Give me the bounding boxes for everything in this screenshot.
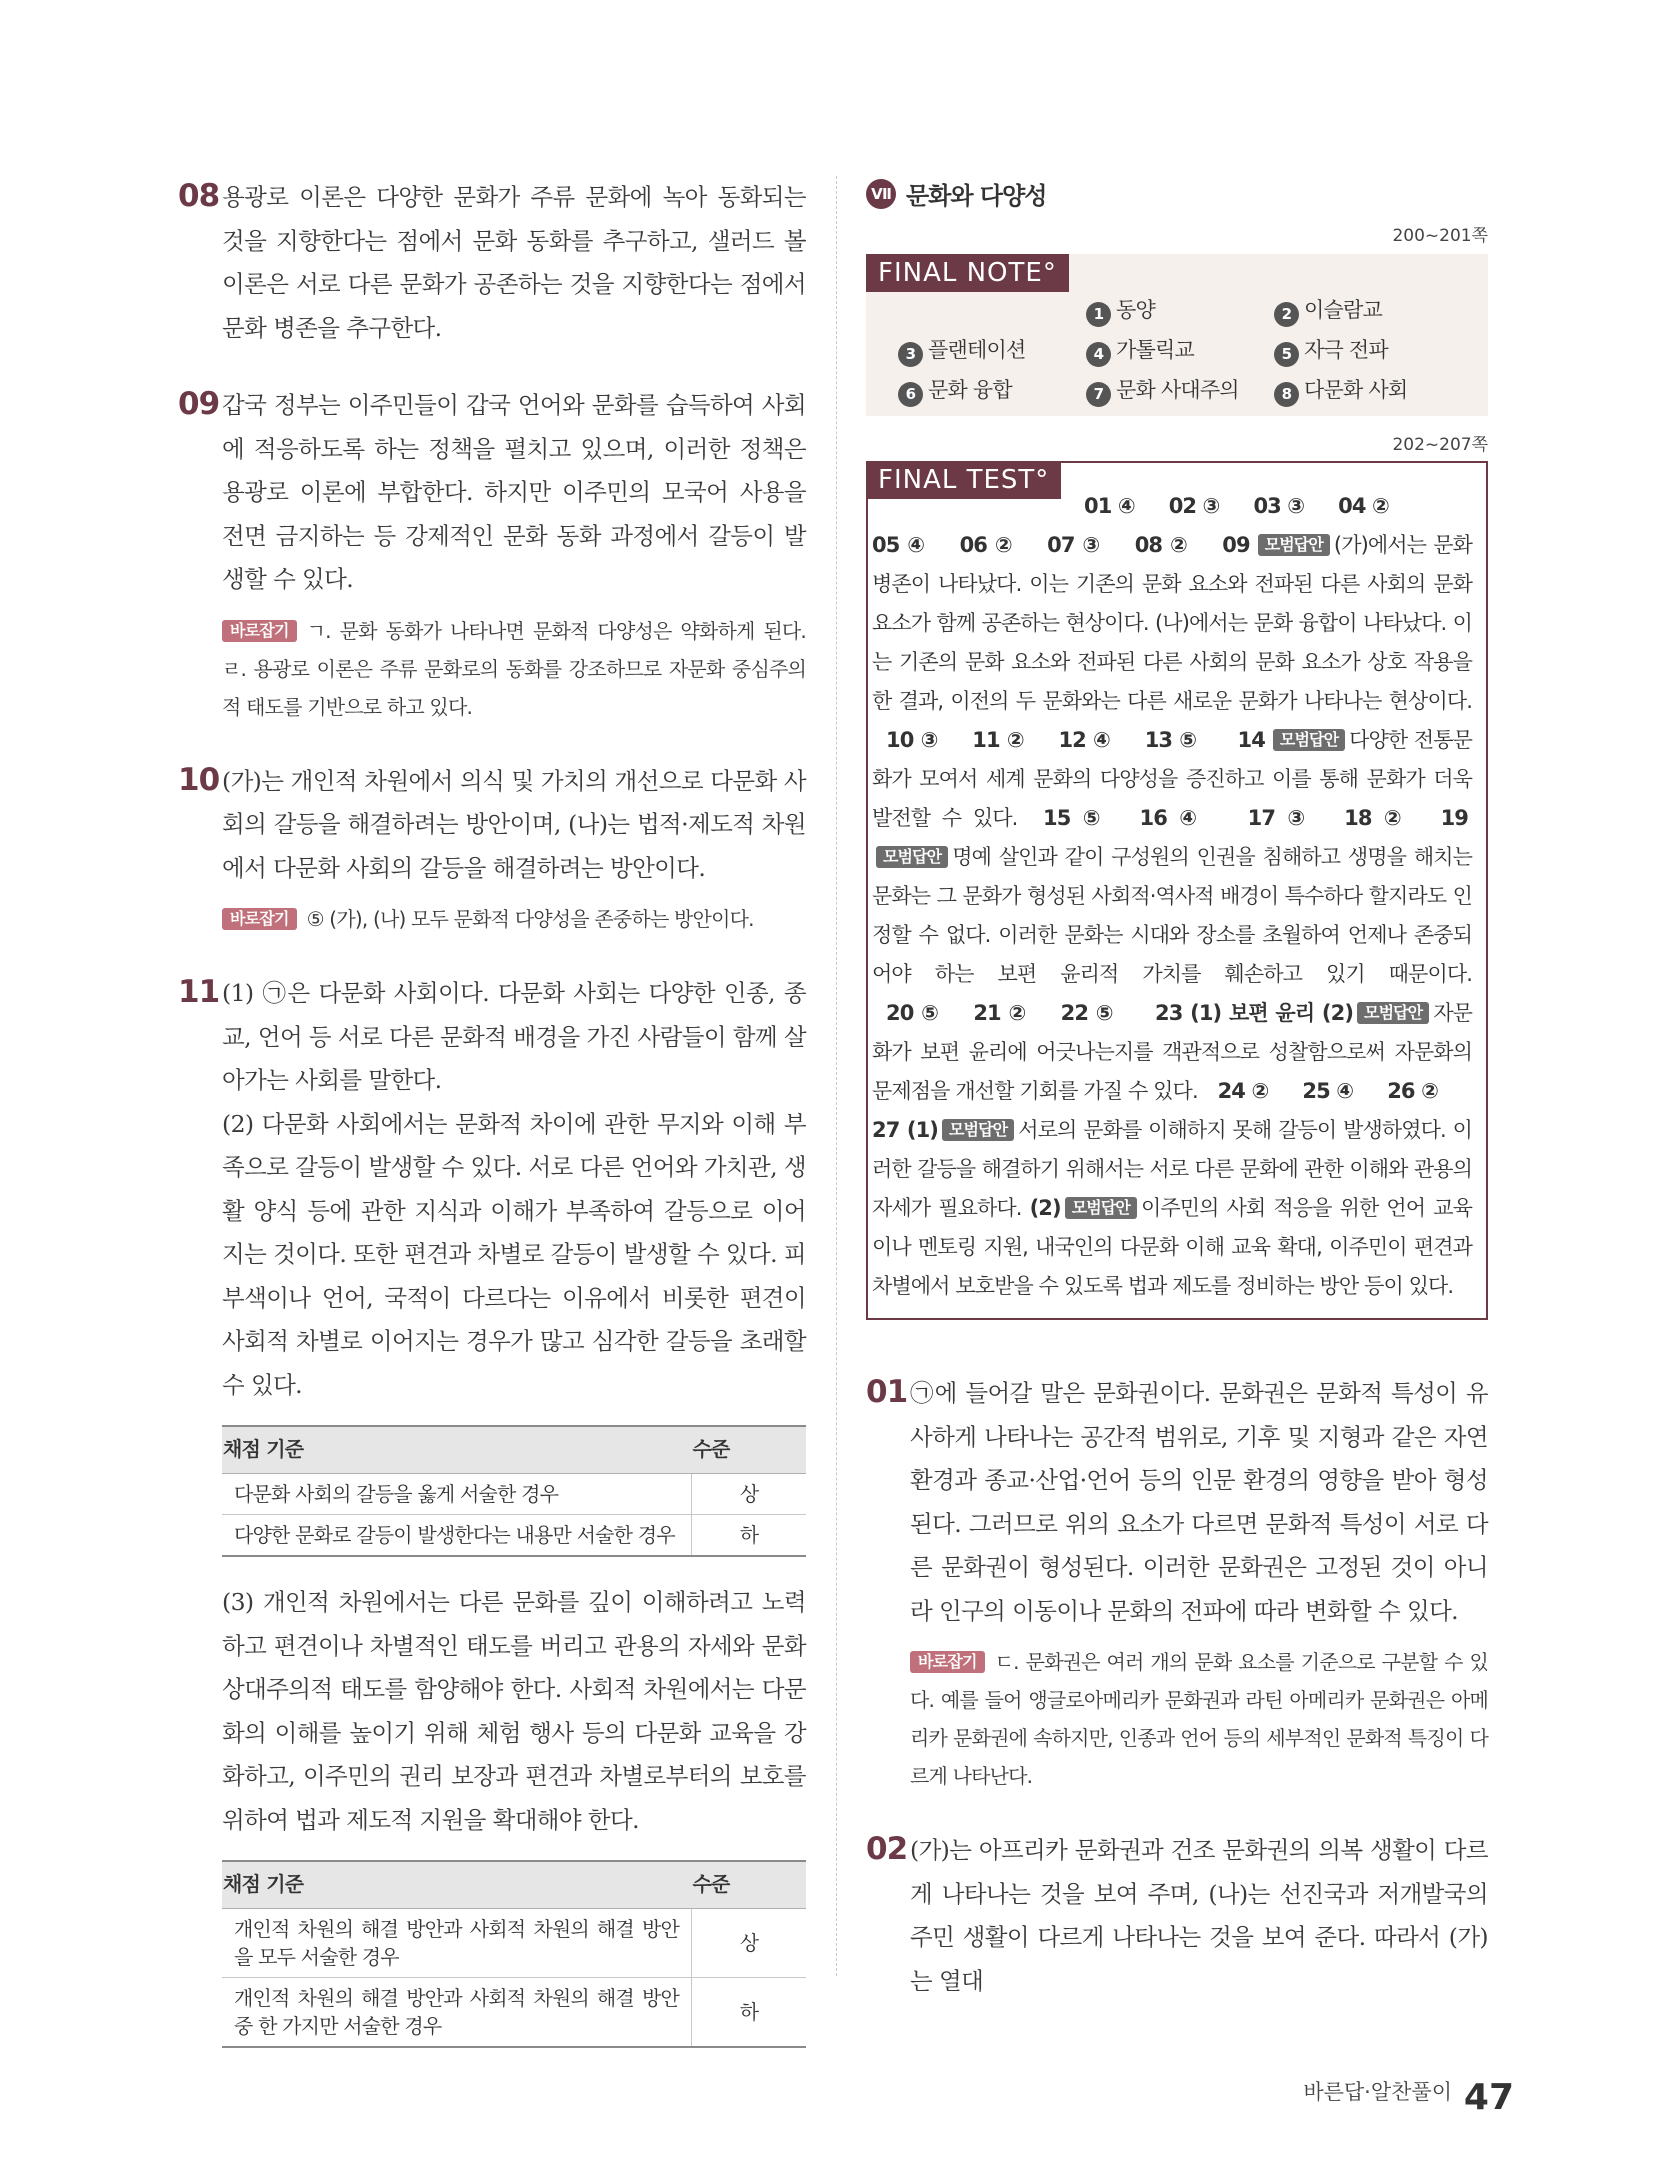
model-answer-text: 이주민의 사회 적응을 위한 언어 교육이나 멘토링 지원, 내국인의 다문화 이해 교육 확대, 이주민이 편견과 차별에서 보호받을 수 있도록 법과 제도를 정비하는 방안 등이 있다. bbox=[872, 1196, 1472, 1298]
final-test-answers bbox=[872, 487, 1472, 1306]
number-circle-icon: 3 bbox=[898, 342, 923, 367]
question-number: 01 bbox=[866, 1374, 908, 1410]
scoring-table-2 bbox=[222, 1860, 806, 2048]
correction-tag: 바로잡기 bbox=[910, 1651, 985, 1673]
criteria-cell: 다문화 사회의 갈등을 옳게 서술한 경우 bbox=[222, 1474, 692, 1515]
answer-item: 07 ③ bbox=[1047, 533, 1101, 557]
answer-item: 19 bbox=[1440, 806, 1469, 830]
model-answer-tag: 모범답안 bbox=[1273, 729, 1345, 751]
answer-part-2: (2) 다문화 사회에서는 문화적 차이에 관한 무지와 이해 부족으로 갈등이 발생할 수 있다. 서로 다른 언어와 가치관, 생활 양식 등에 관한 지식과 이해가 부족하여 갈등으로 이어지는 것이다. 또한 편견과 차별로 갈등이 발생할 수 있다. 피부색이나 언어, 국적이 다르다는 이유에서 비롯한 편견이 사회적 차별로 이어지는 경우가 많고 심각한 갈등을 초래할 수 있다. bbox=[222, 1109, 806, 1399]
criteria-cell: 다양한 문화로 갈등이 발생한다는 내용만 서술한 경우 bbox=[222, 1515, 692, 1557]
model-answer-text: 자문화가 보편 윤리에 어긋나는지를 객관적으로 성찰함으로써 자문화의 문제점을 개선할 기회를 가질 수 있다. bbox=[872, 1001, 1473, 1103]
final-note-banner: FINAL NOTE° bbox=[866, 254, 1069, 292]
table-header-criteria: 채점 기준 bbox=[222, 1426, 692, 1474]
question-08 bbox=[178, 176, 806, 350]
table-header-criteria: 채점 기준 bbox=[222, 1861, 692, 1909]
correction-note bbox=[910, 1643, 1488, 1795]
correction-note bbox=[222, 900, 806, 938]
note-item-text: 문화 사대주의 bbox=[1116, 378, 1239, 402]
model-answer-tag: 모범답안 bbox=[1357, 1002, 1429, 1024]
table-row bbox=[222, 1978, 806, 2048]
level-cell: 하 bbox=[692, 1978, 807, 2048]
answer-text: 갑국 정부는 이주민들이 갑국 언어와 문화를 습득하여 사회에 적응하도록 하는 정책을 펼치고 있으며, 이러한 정책은 용광로 이론에 부합한다. 하지만 이주민의 모국어 사용을 전면 금지하는 등 강제적인 문화 동화 과정에서 갈등이 발생할 수 있다. bbox=[222, 391, 806, 593]
column-divider bbox=[836, 176, 837, 1976]
answer-item: 05 ④ bbox=[872, 533, 926, 557]
answer-item: (2) bbox=[1029, 1196, 1061, 1220]
scoring-table-1 bbox=[222, 1425, 806, 1557]
question-number: 09 bbox=[178, 386, 220, 422]
note-item-text: 자극 전파 bbox=[1304, 338, 1388, 362]
note-item-text: 이슬람교 bbox=[1304, 298, 1382, 322]
question-02 bbox=[866, 1829, 1488, 2003]
note-item-text: 다문화 사회 bbox=[1304, 378, 1408, 402]
answer-text: 용광로 이론은 다양한 문화가 주류 문화에 녹아 동화되는 것을 지향한다는 점에서 문화 동화를 추구하고, 샐러드 볼 이론은 서로 다른 문화가 공존하는 것을 지향한다는 점에서 문화 병존을 추구한다. bbox=[222, 183, 806, 342]
model-answer-text: 명예 살인과 같이 구성원의 인권을 침해하고 생명을 해치는 문화는 그 문화가 형성된 사회적·역사적 배경이 특수하다 할지라도 인정할 수 없다. 이러한 문화는 시대와 장소를 초월하여 언제나 존중되어야 하는 보편 윤리적 가치를 훼손하고 있기 때문이다. bbox=[872, 845, 1472, 986]
number-circle-icon: 1 bbox=[1086, 302, 1111, 327]
test-page-range: 202~207쪽 bbox=[1392, 435, 1488, 455]
answer-item: 16 ④ bbox=[1139, 806, 1202, 830]
answer-part-1: (1) ㉠은 다문화 사회이다. 다문화 사회는 다양한 인종, 종교, 언어 등 서로 다른 문화적 배경을 가진 사람들이 함께 살아가는 사회를 말한다. bbox=[222, 979, 806, 1094]
note-item-text: 동양 bbox=[1116, 298, 1155, 322]
chapter-number-icon: Ⅶ bbox=[866, 179, 896, 209]
level-cell: 상 bbox=[692, 1474, 807, 1515]
answer-item: 25 ④ bbox=[1302, 1079, 1354, 1103]
final-note-box bbox=[866, 254, 1488, 416]
answer-item: 27 (1) bbox=[872, 1118, 938, 1142]
right-column bbox=[866, 176, 1488, 2037]
note-item bbox=[1274, 334, 1388, 367]
note-item-text: 플랜테이션 bbox=[928, 338, 1026, 362]
correction-note bbox=[222, 612, 806, 726]
correction-text: ⑤ (가), (나) 모두 문화적 다양성을 존중하는 방안이다. bbox=[306, 907, 754, 931]
model-answer-text: 서로의 문화를 이해하지 못해 갈등이 발생하였다. 이러한 갈등을 해결하기 위해서는 서로 다른 문화에 관한 이해와 관용의 자세가 필요하다. bbox=[872, 1118, 1472, 1220]
answer-text: (가)는 아프리카 문화권과 건조 문화권의 의복 생활이 다르게 나타나는 것을 보여 주며, (나)는 선진국과 저개발국의 주민 생활이 다르게 나타나는 것을 보여 준다. 따라서 (가)는 열대 bbox=[910, 1836, 1488, 1995]
note-item bbox=[1274, 374, 1407, 407]
note-item bbox=[1086, 374, 1239, 407]
note-item bbox=[1274, 294, 1382, 327]
answer-item: 20 ⑤ bbox=[886, 1001, 940, 1025]
question-number: 08 bbox=[178, 178, 220, 214]
answer-item: 10 ③ bbox=[886, 728, 939, 752]
note-item-text: 문화 융합 bbox=[928, 378, 1012, 402]
note-item bbox=[898, 374, 1012, 407]
answer-text: ㉠에 들어갈 말은 문화권이다. 문화권은 문화적 특성이 유사하게 나타나는 공간적 범위로, 기후 및 지형과 같은 자연환경과 종교·산업·언어 등의 인문 환경의 영향을 받아 형성된다. 그러므로 위의 요소가 다르면 문화적 특성이 서로 다른 문화권이 형성된다. 이러한 문화권은 고정된 것이 아니라 인구의 이동이나 문화의 전파에 따라 변화할 수 있다. bbox=[910, 1379, 1488, 1625]
answer-item: 21 ② bbox=[973, 1001, 1027, 1025]
answer-item: 11 ② bbox=[972, 728, 1025, 752]
number-circle-icon: 2 bbox=[1274, 302, 1299, 327]
final-test-box bbox=[866, 461, 1488, 1320]
question-number: 11 bbox=[178, 974, 220, 1010]
section-title bbox=[866, 176, 1488, 211]
answer-item: 24 ② bbox=[1217, 1079, 1269, 1103]
question-09 bbox=[178, 384, 806, 726]
correction-text: ㄷ. 문화권은 여러 개의 문화 요소를 기준으로 구분할 수 있다. 예를 들어 앵글로아메리카 문화권과 라틴 아메리카 문화권은 아메리카 문화권에 속하지만, 인종과 언어 등의 세부적인 문화적 특징이 다르게 나타난다. bbox=[910, 1650, 1488, 1788]
table-row bbox=[222, 1909, 806, 1978]
answer-item: 09 bbox=[1222, 533, 1250, 557]
number-circle-icon: 7 bbox=[1086, 382, 1111, 407]
note-item bbox=[1086, 334, 1194, 367]
number-circle-icon: 4 bbox=[1086, 342, 1111, 367]
answer-paragraph bbox=[872, 526, 1472, 1306]
answer-item: 03 ③ bbox=[1253, 494, 1305, 518]
page-number: 47 bbox=[1463, 2077, 1514, 2118]
left-column bbox=[178, 176, 806, 2106]
table-row bbox=[222, 1515, 806, 1557]
answer-item: 06 ② bbox=[959, 533, 1014, 557]
answer-item: 01 ④ bbox=[1084, 494, 1135, 518]
answer-item: 12 ④ bbox=[1058, 728, 1111, 752]
question-number: 02 bbox=[866, 1831, 908, 1867]
answer-text: (가)는 개인적 차원에서 의식 및 가치의 개선으로 다문화 사회의 갈등을 해결하려는 방안이며, (나)는 법적·제도적 차원에서 다문화 사회의 갈등을 해결하려는 방안이다. bbox=[222, 766, 806, 882]
answer-item: 23 (1) 보편 윤리 (2) bbox=[1155, 1001, 1354, 1025]
model-answer-tag: 모범답안 bbox=[876, 846, 948, 868]
table-header-level: 수준 bbox=[692, 1426, 807, 1474]
table-row bbox=[222, 1474, 806, 1515]
answer-item: 02 ③ bbox=[1168, 494, 1220, 518]
answer-item: 22 ⑤ bbox=[1060, 1001, 1114, 1025]
final-test-banner: FINAL TEST° bbox=[866, 461, 1061, 499]
model-answer-tag: 모범답안 bbox=[1065, 1197, 1137, 1219]
answer-item: 18 ② bbox=[1344, 806, 1407, 830]
criteria-cell: 개인적 차원의 해결 방안과 사회적 차원의 해결 방안을 모두 서술한 경우 bbox=[222, 1909, 692, 1978]
model-answer-tag: 모범답안 bbox=[942, 1119, 1014, 1141]
correction-tag: 바로잡기 bbox=[222, 908, 297, 930]
table-header-level: 수준 bbox=[692, 1861, 807, 1909]
answer-part-3: (3) 개인적 차원에서는 다른 문화를 깊이 이해하려고 노력하고 편견이나 차별적인 태도를 버리고 관용의 자세와 문화 상대주의적 태도를 함양해야 한다. 사회적 차원에서는 다문화의 이해를 높이기 위해 체험 행사 등의 다문화 교육을 강화하고, 이주민의 권리 보장과 편견과 차별로부터의 보호를 위하여 법과 제도적 지원을 확대해야 한다. bbox=[222, 1588, 806, 1834]
number-circle-icon: 5 bbox=[1274, 342, 1299, 367]
model-answer-text: (가)에서는 문화 병존이 나타났다. 이는 기존의 문화 요소와 전파된 다른 사회의 문화 요소가 함께 공존하는 현상이다. (나)에서는 문화 융합이 나타났다. 이는 기존의 문화 요소와 전파된 다른 사회의 문화 요소가 상호 작용을 한 결과, 이전의 두 문화와는 다른 새로운 문화가 나타나는 현상이다. bbox=[872, 533, 1473, 713]
criteria-cell: 개인적 차원의 해결 방안과 사회적 차원의 해결 방안 중 한 가지만 서술한 경우 bbox=[222, 1978, 692, 2048]
note-item bbox=[1086, 294, 1155, 327]
note-item bbox=[898, 334, 1025, 367]
footer-label: 바른답·알찬풀이 bbox=[1303, 2080, 1452, 2104]
answer-item: 04 ② bbox=[1338, 494, 1389, 518]
model-answer-tag: 모범답안 bbox=[1258, 534, 1330, 556]
number-circle-icon: 8 bbox=[1274, 382, 1299, 407]
question-11 bbox=[178, 972, 806, 2072]
question-number: 10 bbox=[178, 761, 220, 798]
answer-item: 26 ② bbox=[1387, 1079, 1438, 1103]
level-cell: 하 bbox=[692, 1515, 807, 1557]
number-circle-icon: 6 bbox=[898, 382, 923, 407]
answer-item: 14 bbox=[1237, 728, 1265, 752]
correction-text: ㄱ. 문화 동화가 나타나면 문화적 다양성은 약화하게 된다. ㄹ. 용광로 이론은 주류 문화로의 동화를 강조하므로 자문화 중심주의적 태도를 기반으로 하고 있다. bbox=[222, 618, 806, 719]
answer-item: 08 ② bbox=[1134, 533, 1189, 557]
note-item-text: 가톨릭교 bbox=[1116, 338, 1194, 362]
question-01 bbox=[866, 1372, 1488, 1795]
correction-tag: 바로잡기 bbox=[222, 620, 297, 642]
question-10 bbox=[178, 760, 806, 939]
note-page-range: 200~201쪽 bbox=[1392, 226, 1488, 246]
answer-item: 13 ⑤ bbox=[1144, 728, 1197, 752]
answer-item: 15 ⑤ bbox=[1043, 806, 1106, 830]
section-title-text: 문화와 다양성 bbox=[906, 182, 1047, 210]
model-answer-text: 다양한 전통문화가 모여서 세계 문화의 다양성을 증진하고 이를 통해 문화가 더욱 발전할 수 있다. bbox=[872, 728, 1473, 830]
answer-item: 17 ③ bbox=[1247, 806, 1311, 830]
level-cell: 상 bbox=[692, 1909, 807, 1978]
